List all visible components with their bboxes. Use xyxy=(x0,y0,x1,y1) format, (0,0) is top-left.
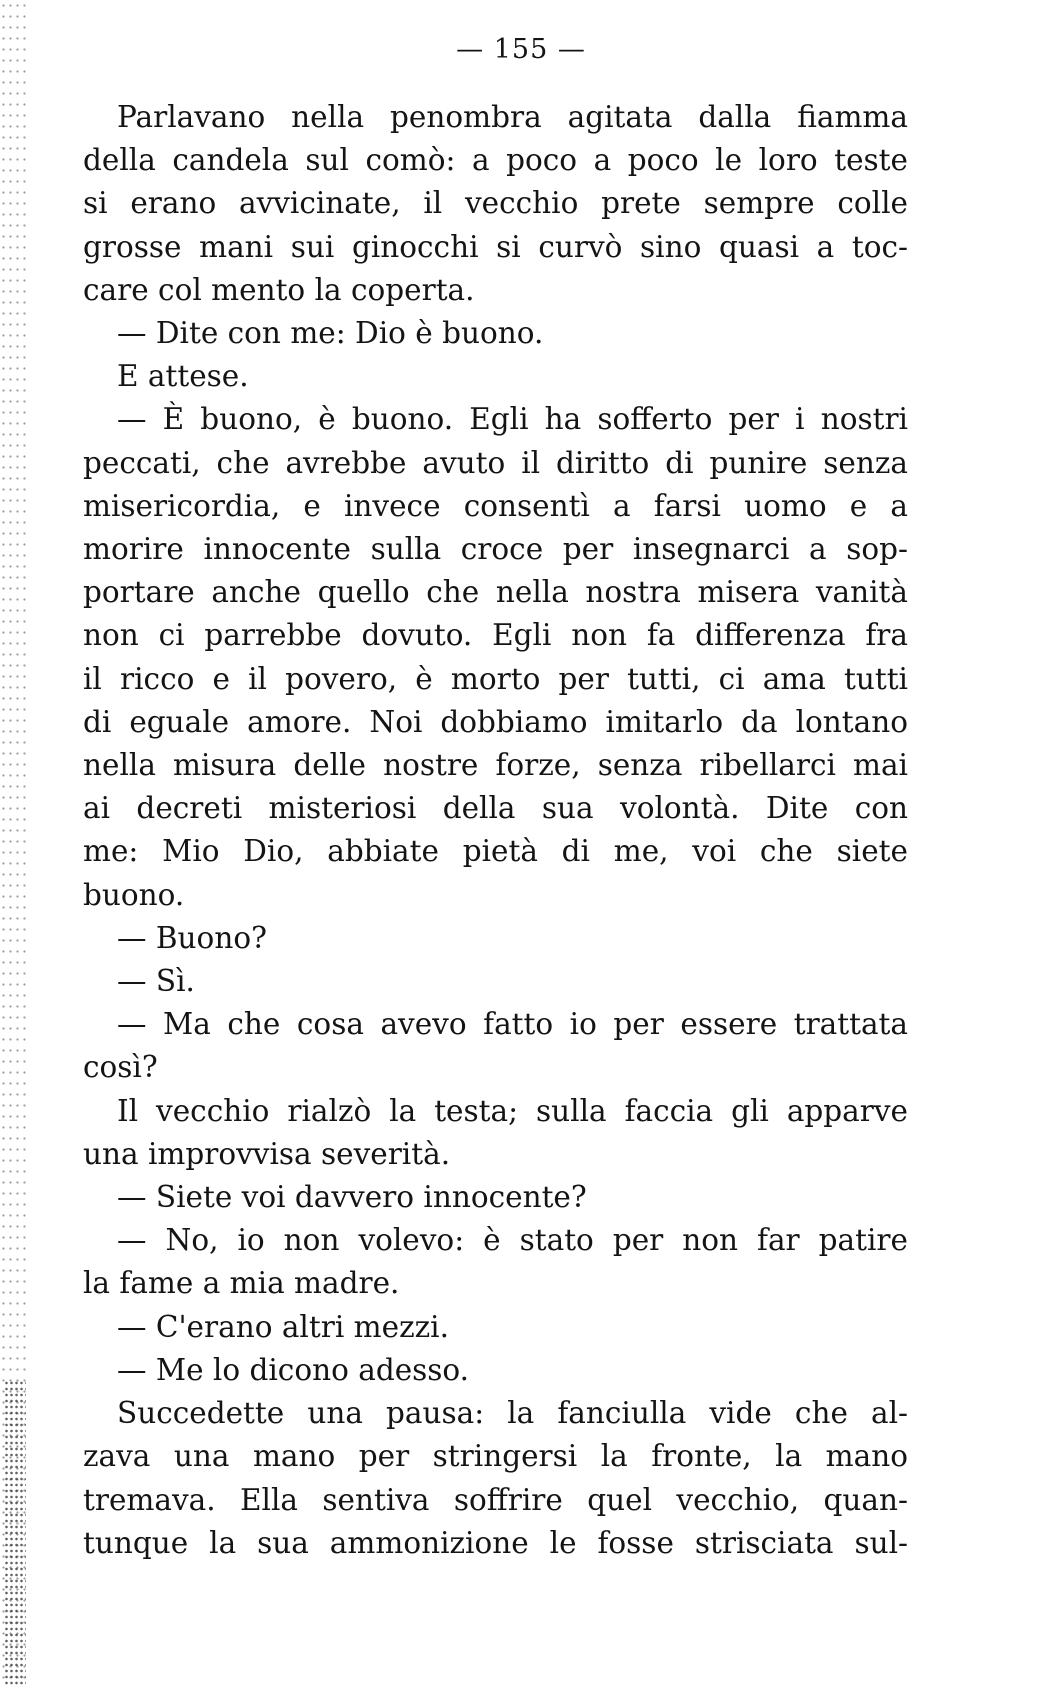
paragraph xyxy=(83,1003,908,1089)
paragraph xyxy=(83,1090,908,1176)
paragraph xyxy=(83,1349,908,1392)
body-text xyxy=(83,96,908,1565)
page-edge-binding xyxy=(4,1380,26,1685)
text-line: zava una mano per stringersi la fronte, la mano xyxy=(83,1439,908,1474)
text-line: — C'erano altri mezzi. xyxy=(117,1309,449,1344)
paragraph xyxy=(83,355,908,398)
paragraph xyxy=(83,398,908,916)
text-line: — È buono, è buono. Egli ha sofferto per i nostri xyxy=(117,402,908,437)
text-line: — Sì. xyxy=(117,964,195,999)
text-line: morire innocente sulla croce per insegnarci a sop- xyxy=(83,532,908,567)
text-line: care col mento la coperta. xyxy=(83,272,475,307)
paragraph xyxy=(83,1176,908,1219)
text-line: la fame a mia madre. xyxy=(83,1266,400,1301)
text-line: — Me lo dicono adesso. xyxy=(117,1352,470,1387)
text-line: si erano avvicinate, il vecchio prete sempre colle xyxy=(83,186,908,221)
text-line: — Buono? xyxy=(117,920,267,955)
text-line: così? xyxy=(83,1050,158,1085)
text-line: portare anche quello che nella nostra misera vanità xyxy=(83,575,908,610)
paragraph xyxy=(83,1392,908,1565)
paragraph xyxy=(83,312,908,355)
text-line: della candela sul comò: a poco a poco le loro teste xyxy=(83,143,908,178)
text-line: Parlavano nella penombra agitata dalla fiamma xyxy=(117,100,908,134)
paragraph xyxy=(83,960,908,1003)
text-line: — Ma che cosa avevo fatto io per essere trattata xyxy=(117,1007,908,1042)
paragraph xyxy=(83,96,908,312)
text-line: peccati, che avrebbe avuto il diritto di punire senza xyxy=(83,445,908,480)
text-line: — Siete voi davvero innocente? xyxy=(117,1180,587,1215)
text-line: buono. xyxy=(83,877,185,912)
text-line: — Dite con me: Dio è buono. xyxy=(117,316,544,351)
text-line: Il vecchio rialzò la testa; sulla faccia gli apparve xyxy=(117,1093,908,1128)
text-line: ai decreti misteriosi della sua volontà. Dite con xyxy=(83,791,908,826)
text-line: E attese. xyxy=(117,359,249,394)
text-line: grosse mani sui ginocchi si curvò sino quasi a toc- xyxy=(83,229,908,264)
paragraph xyxy=(83,1219,908,1305)
text-line: nella misura delle nostre forze, senza ribellarci mai xyxy=(83,748,908,783)
paragraph xyxy=(83,917,908,960)
text-line: il ricco e il povero, è morto per tutti, ci ama tutti xyxy=(83,661,908,696)
paragraph xyxy=(83,1306,908,1349)
page-number: — 155 — xyxy=(456,34,586,65)
text-line: tremava. Ella sentiva soffrire quel vecchio, quan- xyxy=(83,1482,908,1517)
text-line: tunque la sua ammonizione le fosse strisciata sul- xyxy=(83,1525,908,1560)
text-line: Succedette una pausa: la fanciulla vide che al- xyxy=(117,1396,908,1431)
text-line: di eguale amore. Noi dobbiamo imitarlo da lontano xyxy=(83,704,908,739)
text-line: una improvvisa severità. xyxy=(83,1136,451,1171)
text-line: misericordia, e invece consentì a farsi uomo e a xyxy=(83,488,908,523)
text-line: — No, io non volevo: è stato per non far patire xyxy=(117,1223,908,1258)
text-line: non ci parrebbe dovuto. Egli non fa differenza fra xyxy=(83,618,908,653)
text-line: me: Mio Dio, abbiate pietà di me, voi che siete xyxy=(83,834,908,869)
